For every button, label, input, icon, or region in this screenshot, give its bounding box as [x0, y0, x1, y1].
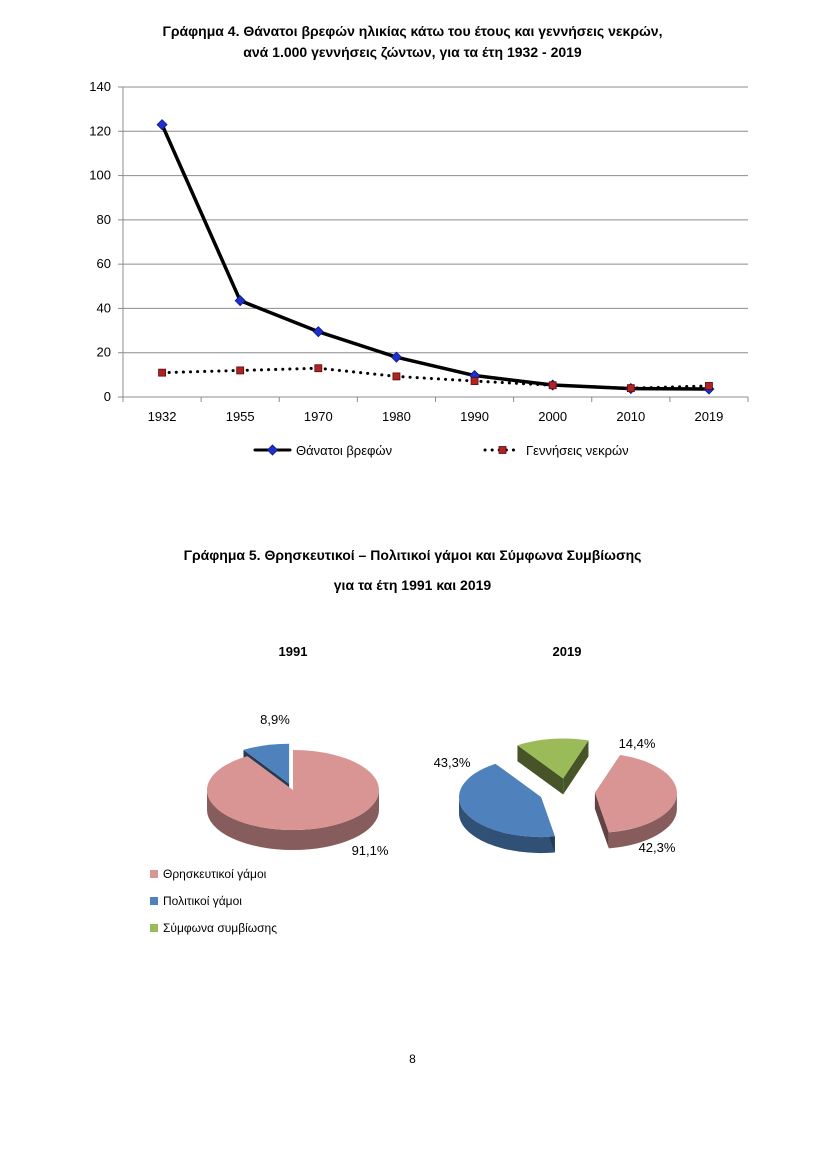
data-point-square — [237, 367, 244, 374]
pie-data-label: 91,1% — [351, 843, 389, 858]
chart4-subtitle: ανά 1.000 γεννήσεις ζώντων, για τα έτη 1932 - 2019 — [243, 44, 582, 60]
legend-label: Πολιτικοί γάμοι — [163, 894, 242, 908]
pie-data-label: 14,4% — [618, 736, 656, 751]
x-tick-label: 2000 — [538, 409, 568, 424]
legend-marker — [268, 445, 278, 455]
y-tick-label: 0 — [103, 389, 111, 404]
chart5-subtitle: για τα έτη 1991 και 2019 — [333, 577, 492, 593]
x-tick-label: 1980 — [381, 409, 411, 424]
data-point-square — [627, 385, 634, 392]
data-point-diamond — [313, 327, 323, 337]
x-tick-label: 2010 — [616, 409, 646, 424]
series-line-1 — [162, 125, 709, 389]
pie-charts — [0, 630, 825, 960]
data-point-square — [549, 382, 556, 389]
legend-label: Θρησκευτικοί γάμοι — [163, 867, 267, 881]
data-point-square — [705, 382, 712, 389]
data-point-square — [315, 365, 322, 372]
data-point-square — [393, 373, 400, 380]
pie-year-title: 2019 — [552, 644, 582, 659]
data-point-diamond — [391, 352, 401, 362]
legend-label: Σύμφωνα συμβίωσης — [163, 921, 277, 935]
pie-year-title: 1991 — [278, 644, 308, 659]
x-tick-label: 1970 — [303, 409, 333, 424]
legend-marker — [499, 447, 506, 454]
legend-label: Θάνατοι βρεφών — [296, 443, 393, 458]
page-number: 8 — [409, 1052, 416, 1066]
legend-swatch — [150, 870, 158, 878]
y-tick-label: 100 — [89, 167, 111, 183]
x-tick-label: 2019 — [694, 409, 724, 424]
data-point-square — [159, 369, 166, 376]
x-tick-label: 1955 — [225, 409, 255, 424]
y-tick-label: 140 — [89, 79, 111, 94]
x-tick-label: 1932 — [147, 409, 177, 424]
x-tick-label: 1990 — [460, 409, 490, 424]
line-chart — [0, 70, 825, 470]
legend-label: Γεννήσεις νεκρών — [526, 443, 629, 458]
y-tick-label: 120 — [89, 123, 111, 139]
data-point-diamond — [157, 120, 167, 130]
chart4-title: Γράφημα 4. Θάνατοι βρεφών ηλικίας κάτω του έτους και γεννήσεις νεκρών, — [162, 23, 663, 39]
y-tick-label: 80 — [96, 211, 111, 227]
pie-data-label: 43,3% — [433, 755, 471, 770]
y-tick-label: 60 — [96, 256, 111, 272]
pie-data-label: 42,3% — [638, 840, 676, 855]
y-tick-label: 40 — [96, 300, 111, 316]
y-tick-label: 20 — [96, 344, 111, 360]
series-line-2 — [162, 368, 709, 388]
legend-swatch — [150, 897, 158, 905]
data-point-diamond — [235, 296, 245, 306]
legend-swatch — [150, 924, 158, 932]
chart5-title: Γράφημα 5. Θρησκευτικοί – Πολιτικοί γάμοι και Σύμφωνα Συμβίωσης — [183, 547, 642, 563]
pie-data-label: 8,9% — [260, 712, 290, 727]
pie-slice — [207, 750, 379, 830]
data-point-square — [471, 378, 478, 385]
